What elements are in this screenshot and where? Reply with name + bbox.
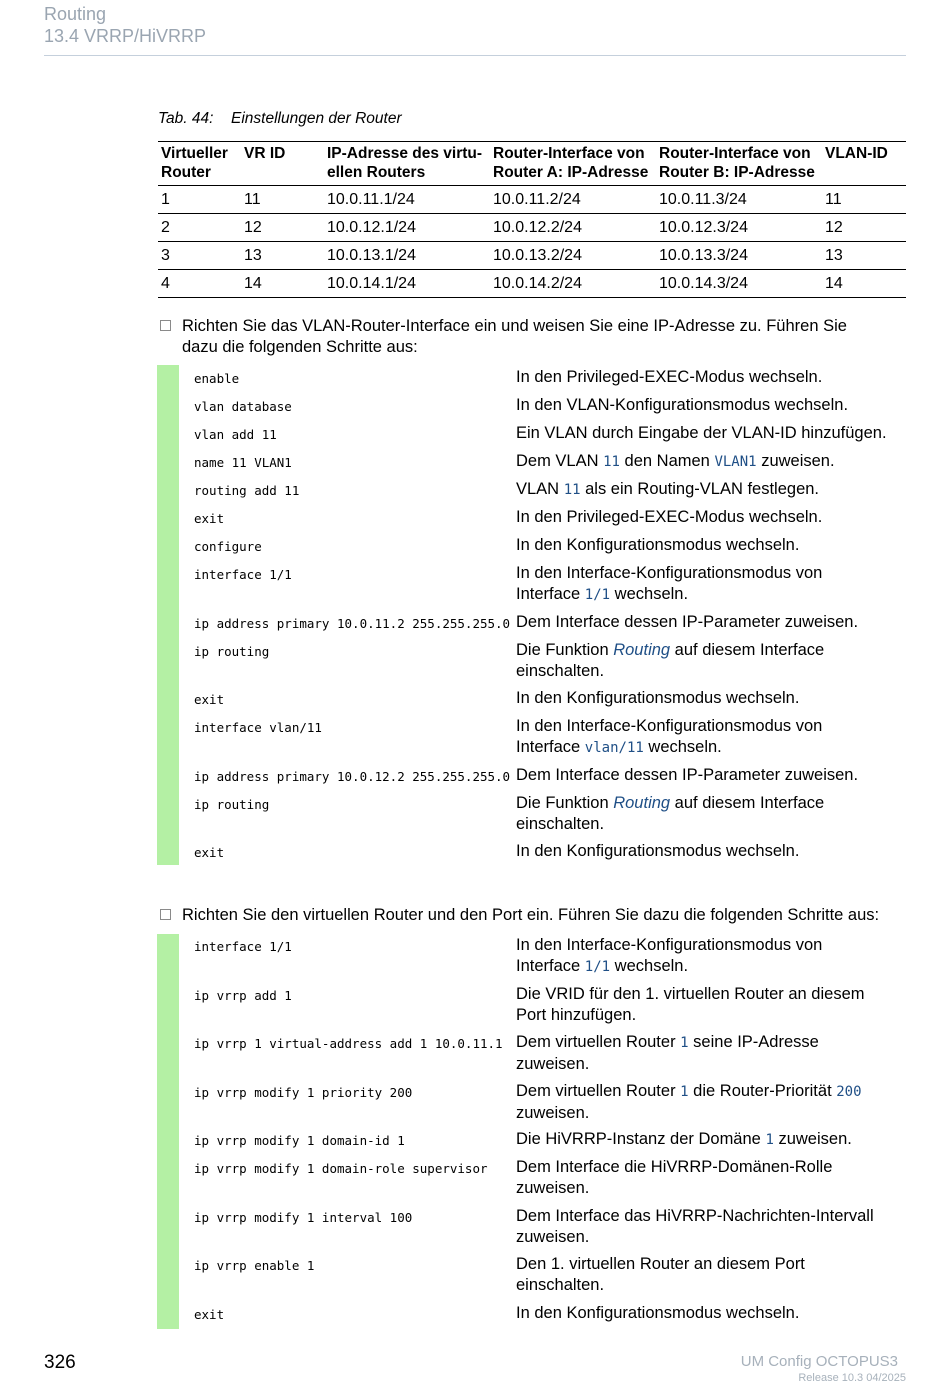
header-divider xyxy=(44,55,906,56)
description-text: In den Privileged-EXEC-Modus wechseln. xyxy=(516,368,823,386)
table-cell: 13 xyxy=(822,242,906,270)
description-text: als ein Routing-VLAN festlegen. xyxy=(580,480,820,498)
description-text: auf diesem Interface xyxy=(670,640,825,659)
table-header-row xyxy=(158,142,906,186)
table-caption-number: Tab. 44: xyxy=(158,110,214,127)
command-text: ip routing xyxy=(194,796,270,812)
command-description xyxy=(516,563,911,606)
command-text: ip address primary 10.0.11.2 255.255.255.0 xyxy=(194,615,511,631)
command-description xyxy=(516,1081,911,1124)
description-text: Die Funktion xyxy=(516,793,614,812)
command-description xyxy=(516,640,911,682)
table-header-text: IP-Adresse des virtu- xyxy=(327,145,483,162)
command-text: ip routing xyxy=(194,643,270,659)
command-description xyxy=(516,451,911,473)
step-text-line: dazu die folgenden Schritte aus: xyxy=(182,338,418,356)
table-cell: 10.0.13.2/24 xyxy=(490,242,656,270)
command-text: interface 1/1 xyxy=(194,567,292,582)
description-text: VLAN xyxy=(516,480,564,498)
table-row xyxy=(158,270,906,298)
command-description xyxy=(516,1303,911,1324)
table-row xyxy=(158,242,906,270)
description-text: zuweisen. xyxy=(516,1179,590,1197)
inline-code: 1/1 xyxy=(584,587,611,603)
command-description xyxy=(516,765,911,786)
table-header-text: ellen Routers xyxy=(327,164,426,181)
description-text: zuweisen. xyxy=(516,1103,590,1122)
command-description xyxy=(516,1157,911,1199)
table-cell: 10.0.13.1/24 xyxy=(324,242,490,270)
inline-code: 11 xyxy=(563,482,581,498)
table-cell: 1 xyxy=(158,186,241,214)
header-section: 13.4 VRRP/HiVRRP xyxy=(44,26,207,46)
inline-code: 1 xyxy=(680,1083,689,1100)
command-block-vlan xyxy=(157,365,907,865)
table-cell: 13 xyxy=(241,242,324,270)
description-text: Dem Interface die HiVRRP-Domänen-Rolle xyxy=(516,1158,833,1176)
command-description xyxy=(516,935,911,978)
inline-code: VLAN1 xyxy=(714,454,757,470)
footer-release: Release 10.3 04/2025 xyxy=(798,1372,906,1384)
command-description xyxy=(516,535,911,556)
description-text: zuweisen. xyxy=(756,452,835,470)
table-cell: 11 xyxy=(822,186,906,214)
command-description xyxy=(516,423,911,444)
description-text: Dem Interface dessen IP-Parameter zuweisen. xyxy=(516,612,859,631)
command-description xyxy=(516,507,911,528)
description-text: wechseln. xyxy=(610,957,689,975)
command-description xyxy=(516,1032,911,1075)
table-row xyxy=(158,186,906,214)
command-block-vrrp xyxy=(157,934,907,1329)
description-text: Interface xyxy=(516,957,585,975)
table-header-cell xyxy=(490,142,656,186)
table-cell: 10.0.12.3/24 xyxy=(656,214,822,242)
description-text: Die HiVRRP-Instanz der Domäne xyxy=(516,1130,766,1148)
step-text-line: Richten Sie den virtuellen Router und den Port ein. Führen Sie dazu die folgenden Schritte aus: xyxy=(182,906,880,924)
command-description xyxy=(516,984,911,1026)
command-text: interface 1/1 xyxy=(194,939,292,954)
table-header-text: VLAN-ID xyxy=(825,145,888,162)
description-text: Dem VLAN xyxy=(516,452,604,470)
table-cell: 10.0.14.1/24 xyxy=(324,270,490,298)
command-description xyxy=(516,841,911,862)
description-text: auf diesem Interface xyxy=(670,793,825,812)
table-body xyxy=(158,186,906,298)
command-text: ip vrrp modify 1 domain-id 1 xyxy=(194,1133,405,1148)
command-text: vlan database xyxy=(194,399,292,414)
description-text: In den Interface-Konfigurationsmodus von xyxy=(516,564,823,582)
table-header-text: Router-Interface von xyxy=(659,145,811,162)
table-header-text: VR ID xyxy=(244,145,286,162)
description-text: Dem Interface das HiVRRP-Nachrichten-Intervall xyxy=(516,1206,874,1225)
table-cell: 12 xyxy=(822,214,906,242)
command-description xyxy=(516,367,911,388)
description-text: In den Konfigurationsmodus wechseln. xyxy=(516,536,800,554)
step-checkbox-icon xyxy=(160,909,171,920)
emphasis-text: Routing xyxy=(613,640,671,659)
description-text: den Namen xyxy=(619,452,715,470)
description-text: Die Funktion xyxy=(516,640,614,659)
table-header-cell xyxy=(822,142,906,186)
command-description xyxy=(516,716,911,759)
table-cell: 10.0.11.3/24 xyxy=(656,186,822,214)
step-checkbox-icon xyxy=(160,320,171,331)
header-chapter: Routing xyxy=(44,4,107,24)
table-caption xyxy=(158,110,402,128)
router-settings-table xyxy=(158,141,906,298)
table-cell: 10.0.11.2/24 xyxy=(490,186,656,214)
command-description xyxy=(516,1254,911,1296)
description-text: In den Interface-Konfigurationsmodus von xyxy=(516,717,823,735)
command-text: enable xyxy=(194,371,240,386)
page-number: 326 xyxy=(44,1352,76,1373)
command-description xyxy=(516,395,911,416)
description-text: In den Konfigurationsmodus wechseln. xyxy=(516,1303,800,1322)
table-cell: 10.0.14.3/24 xyxy=(656,270,822,298)
table-cell: 12 xyxy=(241,214,324,242)
description-text: wechseln. xyxy=(643,738,722,756)
description-text: In den Konfigurationsmodus wechseln. xyxy=(516,689,800,707)
command-text: exit xyxy=(194,845,225,860)
table-header-text: Router A: IP-Adresse xyxy=(493,164,649,181)
description-text: einschalten. xyxy=(516,1276,605,1294)
table-header-text: Virtueller xyxy=(161,145,228,162)
description-text: Port hinzufügen. xyxy=(516,1005,637,1024)
description-text: Ein VLAN durch Eingabe der VLAN-ID hinzufügen. xyxy=(516,424,887,442)
inline-code: 1/1 xyxy=(584,959,611,975)
step-text xyxy=(182,316,910,358)
description-text: In den Interface-Konfigurationsmodus von xyxy=(516,936,823,954)
table-header-text: Router xyxy=(161,164,211,181)
table-cell: 10.0.13.3/24 xyxy=(656,242,822,270)
description-text: In den Konfigurationsmodus wechseln. xyxy=(516,842,800,860)
table-cell: 10.0.12.2/24 xyxy=(490,214,656,242)
table-cell: 10.0.14.2/24 xyxy=(490,270,656,298)
inline-code: 11 xyxy=(603,454,620,470)
command-text: ip vrrp modify 1 interval 100 xyxy=(194,1209,413,1225)
footer-doc-title: UM Config OCTOPUS3 xyxy=(740,1353,898,1370)
description-text: zuweisen. xyxy=(516,1227,590,1246)
description-text: Die VRID für den 1. virtuellen Router an diesem xyxy=(516,984,865,1003)
command-block-bar xyxy=(157,934,179,1329)
step-virtual-router-port xyxy=(160,905,910,927)
description-text: wechseln. xyxy=(610,585,689,603)
command-description xyxy=(516,1206,911,1248)
command-text: exit xyxy=(194,692,225,707)
description-text: In den VLAN-Konfigurationsmodus wechseln. xyxy=(516,396,849,414)
command-text: exit xyxy=(194,511,225,526)
table-cell: 10.0.12.1/24 xyxy=(324,214,490,242)
table-caption-text: Einstellungen der Router xyxy=(231,110,402,127)
command-text: ip vrrp 1 virtual-address add 1 10.0.11.1 xyxy=(194,1036,503,1051)
command-description xyxy=(516,688,911,709)
command-text: configure xyxy=(194,539,262,554)
command-text: vlan add 11 xyxy=(194,427,277,442)
inline-code: 200 xyxy=(836,1083,862,1100)
inline-code: 1 xyxy=(680,1035,689,1051)
command-text: interface vlan/11 xyxy=(194,720,322,735)
step-vlan-router-interface xyxy=(160,316,910,360)
command-text: ip vrrp modify 1 priority 200 xyxy=(194,1084,413,1100)
description-text: Dem virtuellen Router xyxy=(516,1033,681,1051)
description-text: einschalten. xyxy=(516,814,605,833)
description-text: einschalten. xyxy=(516,661,605,680)
description-text: Dem Interface dessen IP-Parameter zuweisen. xyxy=(516,765,859,784)
command-text: ip address primary 10.0.12.2 255.255.255.0 xyxy=(194,768,511,784)
table-cell: 14 xyxy=(241,270,324,298)
table-header-text: Router-Interface von xyxy=(493,145,645,162)
table-header-text: Router B: IP-Adresse xyxy=(659,164,815,181)
table-cell: 2 xyxy=(158,214,241,242)
command-description xyxy=(516,612,911,633)
step-text xyxy=(182,905,910,926)
table-header-cell xyxy=(656,142,822,186)
description-text: In den Privileged-EXEC-Modus wechseln. xyxy=(516,508,823,526)
table-cell: 11 xyxy=(241,186,324,214)
command-text: routing add 11 xyxy=(194,483,300,498)
table-cell: 3 xyxy=(158,242,241,270)
emphasis-text: Routing xyxy=(613,793,671,812)
command-description xyxy=(516,793,911,835)
command-text: ip vrrp add 1 xyxy=(194,987,292,1003)
table-header-cell xyxy=(324,142,490,186)
command-text: ip vrrp enable 1 xyxy=(194,1258,315,1273)
inline-code: vlan/11 xyxy=(584,740,644,756)
command-block-bar xyxy=(157,365,179,865)
table-header-cell xyxy=(158,142,241,186)
description-text: Den 1. virtuellen Router an diesem Port xyxy=(516,1255,805,1273)
table-cell: 10.0.11.1/24 xyxy=(324,186,490,214)
command-text: name 11 VLAN1 xyxy=(194,455,292,470)
table-cell: 4 xyxy=(158,270,241,298)
command-description xyxy=(516,479,911,501)
description-text: Interface xyxy=(516,738,585,756)
running-header xyxy=(44,3,206,47)
description-text: zuweisen. xyxy=(773,1130,852,1148)
table-cell: 14 xyxy=(822,270,906,298)
command-description xyxy=(516,1129,911,1151)
table-header-cell xyxy=(241,142,324,186)
step-text-line: Richten Sie das VLAN-Router-Interface ein und weisen Sie eine IP-Adresse zu. Führen Sie xyxy=(182,317,847,335)
command-text: exit xyxy=(194,1306,225,1322)
description-text: die Router-Priorität xyxy=(688,1081,837,1100)
table-row xyxy=(158,214,906,242)
description-text: seine IP-Adresse xyxy=(688,1033,819,1051)
command-text: ip vrrp modify 1 domain-role supervisor xyxy=(194,1161,488,1176)
description-text: zuweisen. xyxy=(516,1055,590,1073)
description-text: Interface xyxy=(516,585,585,603)
description-text: Dem virtuellen Router xyxy=(516,1081,681,1100)
inline-code: 1 xyxy=(765,1132,774,1148)
